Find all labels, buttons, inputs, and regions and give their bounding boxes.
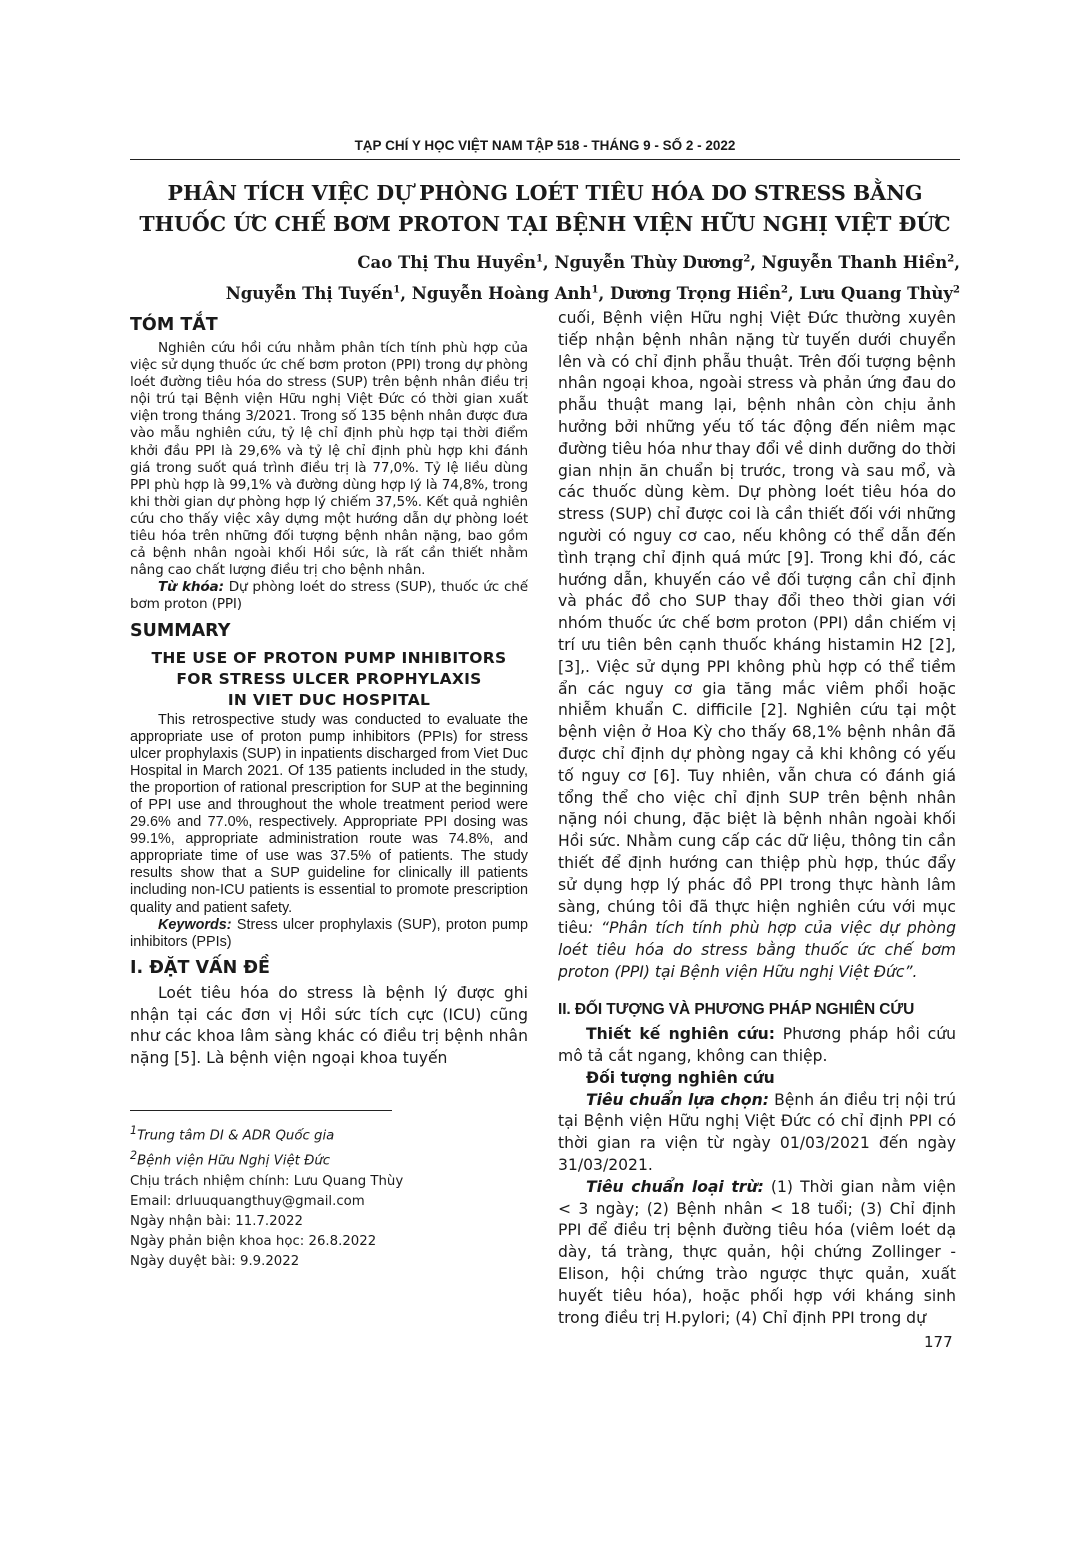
section-1-heading: I. ĐẶT VẤN ĐỀ	[130, 957, 270, 978]
english-title: THE USE OF PROTON PUMP INHIBITORS FOR STRESS ULCER PROPHYLAXIS IN VIET DUC HOSPITAL	[151, 648, 507, 709]
author: Nguyễn Thị Tuyến$^1$,	[225, 284, 412, 303]
subjects-heading: Đối tượng nghiên cứu	[586, 1068, 775, 1087]
abstract-vi-heading: TÓM TẮT	[130, 315, 218, 335]
footnotes	[130, 1121, 528, 1272]
author-list	[130, 245, 960, 308]
corresponding-author: Chịu trách nhiệm chính: Lưu Quang Thùy	[130, 1173, 404, 1189]
author: Nguyễn Thanh Hiền$^2$,	[761, 252, 960, 272]
abstract-vi-keywords: Từ khóa: Dự phòng loét do stress (SUP), thuốc ức chế bơm proton (PPI)	[130, 579, 528, 613]
email: Email: drluuquangthuy@gmail.com	[130, 1193, 365, 1209]
section-1-para-1: Loét tiêu hóa do stress là bệnh lý được ghi nhận tại các đơn vị Hồi sức tích cực (ICU) cũng như các khoa lâm sàng khác có điều trị bệnh nhân nặng [5]. Là bệnh viện ngoại khoa tuyến	[130, 983, 528, 1068]
abstract-en-body: This retrospective study was conducted to evaluate the appropriate use of proton pump inhibitors (PPIs) for stress ulcer prophylaxis (SUP) in inpatients discharged from Viet Duc Hospital in March 2021. Of 135 patients included in the study, the proportion of rational prescription for SUP at the beginning of PPI use and throughout the whole treatment period were 29.6% and 77.0%, respectively. Appropriate PPI dosing was 99.1%, appropriate administration route was 74.8%, and appropriate time of use was 37.5% of patients. The study results show that a SUP guideline for clinically ill patients including non-ICU patients is essential to promote prescription quality and patient safety.	[130, 711, 528, 916]
abstract-en-keywords: Keywords: Stress ulcer prophylaxis (SUP), proton pump inhibitors (PPIs)	[130, 916, 528, 950]
running-head: TẠP CHÍ Y HỌC VIỆT NAM TẬP 518 - THÁNG 9 - SỐ 2 - 2022	[354, 138, 736, 153]
summary-heading: SUMMARY	[130, 620, 231, 641]
right-column	[558, 308, 956, 1329]
title-line-2: THUỐC ỨC CHẾ BƠM PROTON TẠI BỆNH VIỆN HỮU NGHỊ VIỆT ĐỨC	[139, 212, 951, 236]
abstract-vi-body: Nghiên cứu hồi cứu nhằm phân tích tính phù hợp của việc sử dụng thuốc ức chế bơm proton (PPI) trong dự phòng loét đường tiêu hóa do stress (SUP) trên bệnh nhân điều trị nội trú tại Bệnh viện Hữu nghị Việt Đức có thời gian xuất viện trong tháng 3/2021. Trong số 135 bệnh nhân được đưa vào mẫu nghiên cứu, tỷ lệ chỉ định phù hợp tại thời điểm khởi đầu PPI là 29,6% và tỷ lệ chỉ định phù hợp khi đánh giá trong suốt quá trình điều trị là 77,0%. Tỷ lệ liều dùng PPI phù hợp là 99,1% và đường dùng hợp lý là 74,8%, trong khi thời gian dự phòng hợp lý chiếm 37,5%. Kết quả nghiên cứu cho thấy việc xây dựng một hướng dẫn dự phòng loét tiêu hóa trên những đối tượng bệnh nhân nặng, bao gồm cả bệnh nhân ngoài khối Hồi sức, là rất cần thiết nhằm nâng cao chất lượng điều trị cho bệnh nhân.	[130, 340, 528, 579]
study-design: Thiết kế nghiên cứu: Phương pháp hồi cứu mô tả cắt ngang, không can thiệp.	[558, 1025, 957, 1066]
author: Lưu Quang Thùy$^2$	[799, 284, 960, 303]
author: Cao Thị Thu Huyền$^1$,	[357, 252, 555, 272]
affiliation-1: $^1$Trung tâm DI & ADR Quốc gia	[130, 1124, 335, 1144]
title-line-1: PHÂN TÍCH VIỆC DỰ PHÒNG LOÉT TIÊU HÓA DO STRESS BẰNG	[167, 181, 923, 205]
section-2-heading: II. ĐỐI TƯỢNG VÀ PHƯƠNG PHÁP NGHIÊN CỨU	[558, 1000, 915, 1018]
inclusion-criteria: Tiêu chuẩn lựa chọn: Bệnh án điều trị nội trú tại Bệnh viện Hữu nghị Việt Đức có chỉ định PPI có thời gian ra viện từ ngày 01/03/2021 đến ngày 31/03/2021.	[558, 1090, 956, 1175]
date-received: Ngày nhận bài: 11.7.2022	[130, 1213, 303, 1229]
exclusion-criteria: Tiêu chuẩn loại trừ: (1) Thời gian nằm viện < 3 ngày; (2) Bệnh nhân < 18 tuổi; (3) Chỉ định PPI để điều trị bệnh đường tiêu hóa (viêm loét dạ dày, tá tràng, thực quản, hội chứng Zollinger - Elison, hội chứng trào ngược thực quản, xuất huyết tiêu hóa), hoặc phối hợp với kháng sinh trong điều trị H.pylori; (4) Chỉ định PPI trong dự	[558, 1177, 956, 1327]
section-1-para-1-cont: cuối, Bệnh viện Hữu nghị Việt Đức thường xuyên tiếp nhận bệnh nhân nặng từ tuyến dưới chuyển lên và có chỉ định phẫu thuật. Trên đối tượng bệnh nhân ngoại khoa, ngoài stress và phản ứng đau do phẫu thuật mang lại, bệnh nhân còn chịu ảnh hưởng bởi những yếu tố tác động đến niêm mạc đường tiêu hóa như thay đổi về dinh dưỡng do thời gian nhịn ăn chuẩn bị trước, trong và sau mổ, và các thuốc dùng kèm. Dự phòng loét tiêu hóa do stress (SUP) chỉ được coi là cần thiết đối với những người có nguy cơ cao, nếu không có thể dẫn đến tình trạng chỉ định quá mức [9]. Trong khi đó, các hướng dẫn, khuyến cáo về đối tượng cần chỉ định và phác đồ cho SUP thay đổi theo thời gian với nhóm thuốc ức chế bơm proton (PPI) dần chiếm vị trí ưu tiên bên cạnh thuốc kháng histamin H2 [2], [3],. Việc sử dụng PPI không phù hợp có thể tiềm ẩn các nguy cơ gia tăng mắc viêm phổi hoặc nhiễm khuẩn C. difficile [2]. Nghiên cứu tại một bệnh viện ở Hoa Kỳ cho thấy 68,1% bệnh nhân đã được chỉ định dự phòng ngay cả khi không có yếu tố nguy cơ [6]. Tuy nhiên, vẫn chưa có đánh giá tổng thể cho việc chỉ định SUP trên bệnh nhân nặng nói chung, đặc biệt là bệnh nhân ngoài khối Hồi sức. Nhằm cung cấp các dữ liệu, thông tin cần thiết để định hướng can thiệp phù hợp, thúc đẩy sử dụng hợp lý phác đồ PPI trong thực hành lâm sàng, chúng tôi đã thực hiện nghiên cứu với mục tiêu: “Phân tích tính phù hợp của việc dự phòng loét tiêu hóa do stress bằng thuốc ức chế bơm proton (PPI) tại Bệnh viện Hữu nghị Việt Đức”.	[558, 309, 956, 981]
page-number: 177	[924, 1333, 953, 1351]
study-objective: : “Phân tích tính phù hợp của việc dự phòng loét tiêu hóa do stress bằng thuốc ức chế bơm proton (PPI) tại Bệnh viện Hữu nghị Việt Đức”.	[558, 919, 956, 981]
affiliation-2: $^2$Bệnh viện Hữu Nghị Việt Đức	[130, 1149, 331, 1169]
date-reviewed: Ngày phản biện khoa học: 26.8.2022	[130, 1233, 377, 1249]
left-column	[130, 308, 528, 1272]
author: Nguyễn Thùy Dương$^2$,	[554, 252, 762, 272]
date-accepted: Ngày duyệt bài: 9.9.2022	[130, 1253, 300, 1269]
author: Dương Trọng Hiền$^2$,	[610, 284, 800, 303]
author: Nguyễn Hoàng Anh$^1$,	[411, 284, 611, 303]
header-rule	[130, 159, 960, 160]
article-title	[130, 178, 960, 240]
footnote-rule	[130, 1110, 392, 1111]
